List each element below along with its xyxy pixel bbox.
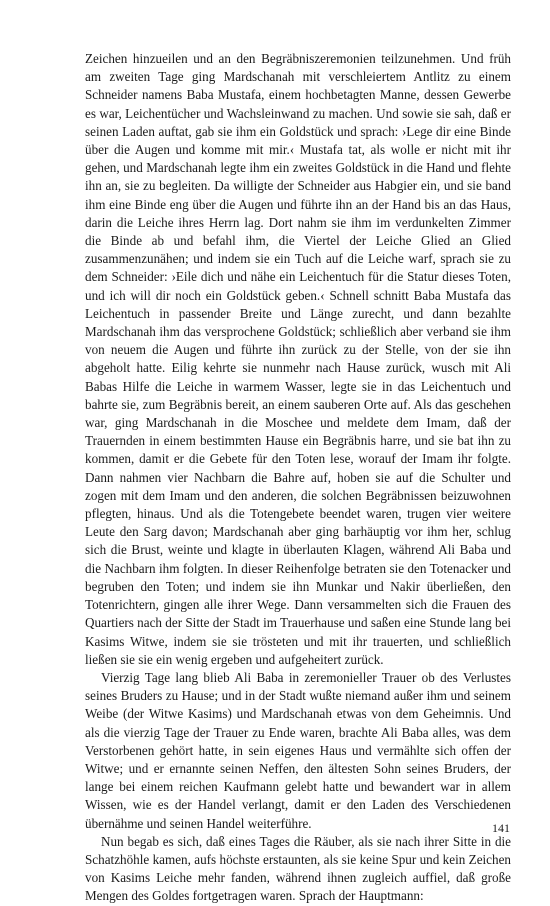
- book-page-text: [85, 50, 511, 906]
- paragraph-2: Vierzig Tage lang blieb Ali Baba in zeremonieller Trauer ob des Verlustes seines Bruders zu Hause; und in der Stadt wußte niemand außer ihm und seinem Weibe (der Witwe Kasims) und Mardschanah etwas von dem Geheimnis. Und als die vierzig Tage der Trauer zu Ende waren, brachte Ali Baba alles, was dem Verstorbenen gehört hatte, in sein eigenes Haus und vermählte sich offen der Witwe; und er ernannte seinen Neffen, den ältesten Sohn seines Bruders, der lange bei einem reichen Kaufmann gelebt hatte und bewandert war in allem Wissen, wie es der Handel verlangt, damit er den Laden des Verschiedenen übernähme und seinen Handel weiterführe.: [85, 669, 511, 831]
- paragraph-3: Nun begab es sich, daß eines Tages die Räuber, als sie nach ihrer Sitte in die Schatzhöhle kamen, aufs höchste erstaunten, als sie keine Spur und kein Zeichen von Kasims Leiche mehr fanden, während ihnen zugleich auffiel, daß große Mengen des Goldes fortgetragen waren. Sprach der Hauptmann:: [85, 833, 511, 904]
- page-number: 141: [492, 821, 510, 835]
- paragraph-1: Zeichen hinzueilen und an den Begräbniszeremonien teilzunehmen. Und früh am zweiten Tage ging Mardschanah mit verschleiertem Antlitz zu einem Schneider namens Baba Mustafa, einem hochbetagten Manne, dessen Gewerbe es war, Leichentücher und Wachsleinwand zu machen. Und sowie sie sah, daß er seinen Laden auftat, gab sie ihm ein Goldstück und sprach: ›Lege dir eine Binde über die Augen und komme mit mir.‹ Mustafa tat, als wolle er nicht mit ihr gehen, und Mardschanah legte ihm ein zweites Goldstück in die Hand und flehte ihn an, sie zu begleiten. Da willigte der Schneider aus Habgier ein, und sie band ihm eine Binde eng über die Augen und führte ihn an der Hand bis an das Haus, darin die Leiche ihres Herrn lag. Dort nahm sie ihm im verdunkelten Zimmer die Binde ab und befahl ihm, die Viertel der Leiche Glied an Glied zusammenzunähen; und indem sie ein Tuch auf die Leiche warf, sprach sie zu dem Schneider: ›Eile dich und nähe ein Leichentuch für die Statur dieses Toten, und ich will dir noch ein Goldstück geben.‹ Schnell schnitt Baba Mustafa das Leichentuch in passender Breite und Länge zurecht, und dann bezahlte Mardschanah ihm das versprochene Goldstück; schließlich aber verband sie ihm von neuem die Augen und führte ihn zurück zu der Stelle, von der sie ihn abgeholt hatte. Eilig kehrte sie nunmehr nach Hause zurück, wusch mit Ali Babas Hilfe die Leiche in warmem Wasser, legte sie in das Leichentuch und bahrte sie, zum Begräbnis bereit, an einem sauberen Orte auf. Als das geschehen war, ging Mardschanah in die Moschee und meldete dem Imam, daß der Trauernden in einem bestimmten Hause ein Begräbnis harre, und sie bat ihn zu kommen, damit er die Gebete für den Toten lese, worauf der Imam ihr folgte. Dann nahmen vier Nachbarn die Bahre auf, hoben sie auf die Schulter und zogen mit dem Imam und den anderen, die solchen Begräbnissen beizuwohnen pflegten, hinaus. Und als die Totengebete beendet waren, trugen vier weitere Leute den Sarg davon; Mardschanah aber ging barhäuptig vor ihm her, schlug sich die Brust, weinte und klagte in überlauten Klagen, während Ali Baba und die Nachbarn ihm folgten. In dieser Reihenfolge betraten sie den Totenacker und begruben den Toten; und indem sie ihn Munkar und Nakir überließen, den Totenrichtern, gingen alle ihrer Wege. Dann versammelten sich die Frauen des Quartiers nach der Sitte der Stadt im Trauerhause und saßen eine Stunde lang bei Kasims Witwe, indem sie sie trösteten und mit ihr trauerten, und schließlich ließen sie sie ein wenig ergeben und aufgeheitert zurück.: [85, 51, 511, 667]
